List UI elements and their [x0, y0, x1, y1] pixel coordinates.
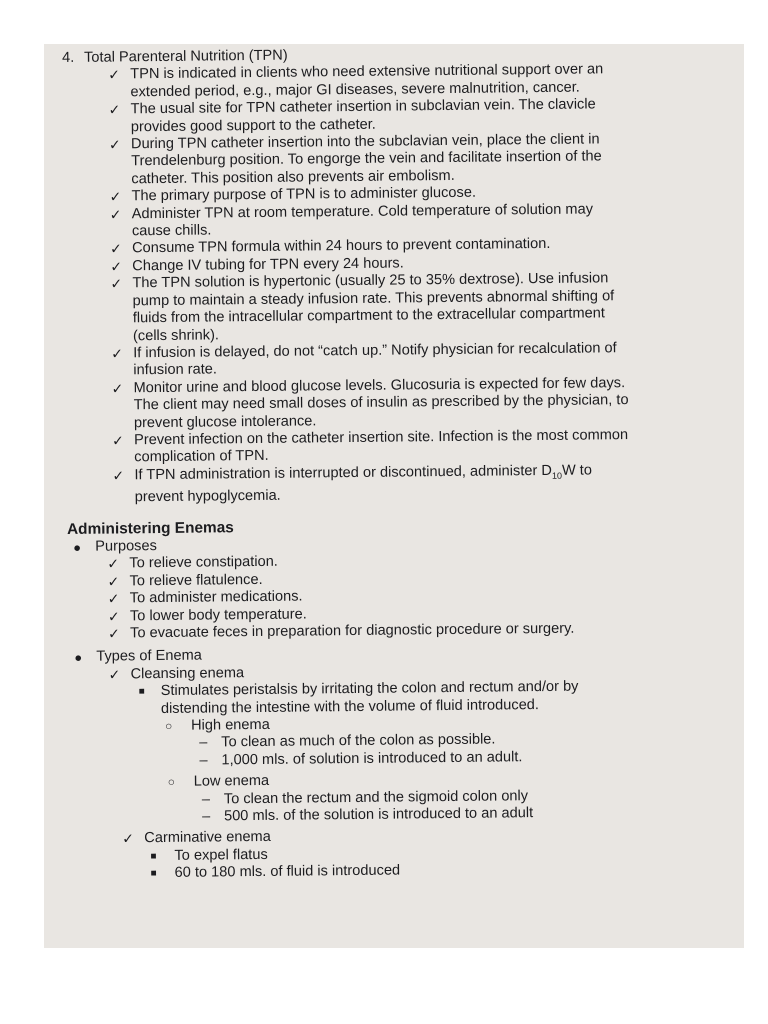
- cleansing-desc-line: distending the intestine with the volume of fluid introduced.: [160, 696, 540, 717]
- check-icon: ✓: [110, 240, 122, 257]
- tpn-item-line: provides good support to the catheter.: [130, 116, 376, 135]
- square-bullet-icon: ■: [138, 686, 145, 698]
- tpn-item-line: catheter. This position also prevents air embolism.: [131, 167, 455, 188]
- tpn-item-line: Trendelenburg position. To engorge the vein and facilitate insertion of the: [131, 148, 602, 170]
- page-content: [62, 44, 743, 884]
- check-icon: ✓: [112, 467, 125, 484]
- tpn-list-item: ✓ Administer TPN at room temperature. Cold temperature of solution may: [109, 201, 594, 223]
- check-icon: ✓: [107, 590, 120, 607]
- tpn-list-item: ✓ Monitor urine and blood glucose levels. Glucosuria is expected for few days.: [111, 374, 626, 397]
- dash-bullet-icon: –: [201, 791, 211, 808]
- section-number: 4.: [62, 49, 75, 66]
- low-enema-point: – 500 mls. of the solution is introduced to an adult: [201, 805, 534, 825]
- purpose-item: ✓ To administer medications.: [107, 588, 303, 607]
- purposes-label: ● Purposes: [73, 537, 157, 555]
- carminative-point: ■ To expel flatus: [150, 846, 268, 864]
- purpose-item: ✓ To lower body temperature.: [107, 605, 307, 625]
- square-bullet-icon: ■: [150, 850, 157, 862]
- check-icon: ✓: [110, 275, 123, 292]
- tpn-item-line: fluids from the intracellular compartment to the extracellular compartment: [132, 305, 605, 327]
- tpn-item-line: extended period, e.g., major GI diseases, severe malnutrition, cancer.: [130, 79, 580, 101]
- tpn-list-item: ✓ The primary purpose of TPN is to administer glucose.: [109, 184, 477, 205]
- square-bullet-icon: ■: [150, 868, 157, 880]
- check-icon: ✓: [122, 830, 135, 847]
- high-enema-point: – To clean as much of the colon as possible.: [199, 731, 496, 751]
- check-icon: ✓: [108, 101, 121, 118]
- tpn-list-item: ✓ Change IV tubing for TPN every 24 hours.: [110, 255, 404, 275]
- purpose-item: ✓ To relieve flatulence.: [107, 571, 263, 590]
- enemas-heading: Administering Enemas: [66, 519, 234, 539]
- check-icon: ✓: [108, 666, 121, 683]
- section-title: Total Parenteral Nutrition (TPN): [83, 47, 288, 66]
- tpn-item-line: prevent glucose intolerance.: [133, 412, 317, 431]
- high-enema-point: – 1,000 mls. of solution is introduced to an adult.: [199, 748, 523, 769]
- tpn-list-item: ✓ Prevent infection on the catheter insertion site. Infection is the most common: [112, 427, 629, 449]
- dash-bullet-icon: –: [199, 734, 208, 751]
- check-icon: ✓: [112, 432, 124, 449]
- check-icon: ✓: [107, 573, 120, 590]
- check-icon: ✓: [111, 345, 123, 362]
- bullet-icon: ●: [74, 650, 83, 666]
- tpn-list-item: ✓ Consume TPN formula within 24 hours to prevent contamination.: [110, 236, 551, 257]
- purpose-item: ✓ To relieve constipation.: [107, 554, 278, 572]
- check-icon: ✓: [111, 380, 124, 397]
- tpn-item-line: infusion rate.: [133, 361, 218, 379]
- tpn-item-line: prevent hypoglycemia.: [134, 487, 281, 506]
- tpn-item-line: The client may need small doses of insulin as prescribed by the physician, to: [133, 392, 629, 414]
- types-label: ● Types of Enema: [74, 647, 202, 666]
- cleansing-enema-label: ✓ Cleansing enema: [108, 664, 245, 683]
- check-icon: ✓: [108, 136, 121, 153]
- tpn-list-item: ✓ If infusion is delayed, do not “catch up.” Notify physician for recalculation of: [111, 340, 617, 362]
- check-icon: ✓: [107, 607, 120, 625]
- high-enema-label: ○ High enema: [165, 716, 270, 734]
- tpn-list-item: ✓ The TPN solution is hypertonic (usually 25 to 35% dextrose). Use infusion: [110, 270, 609, 292]
- tpn-list: [62, 60, 738, 467]
- tpn-list-item: ✓ TPN is indicated in clients who need extensive nutritional support over an: [108, 61, 604, 83]
- tpn-item-line: pump to maintain a steady infusion rate. This prevents abnormal shifting of: [132, 287, 615, 309]
- check-icon: ✓: [108, 625, 120, 642]
- carminative-enema-label: ✓ Carminative enema: [122, 829, 271, 847]
- check-icon: ✓: [109, 188, 122, 205]
- tpn-list-item: ✓ If TPN administration is interrupted or discontinued, administer $D_{10}W$ to: [112, 462, 592, 484]
- purpose-item: ✓ To evacuate feces in preparation for diagnostic procedure or surgery.: [108, 620, 575, 642]
- dash-bullet-icon: –: [199, 752, 208, 769]
- tpn-item-line: complication of TPN.: [134, 448, 269, 466]
- check-icon: ✓: [108, 66, 121, 83]
- check-icon: ✓: [110, 258, 123, 275]
- carminative-point: ■ 60 to 180 mls. of fluid is introduced: [150, 862, 401, 882]
- tpn-list-item: ✓ During TPN catheter insertion into the subclavian vein, place the client in: [108, 131, 600, 153]
- tpn-item-line: cause chills.: [131, 222, 212, 240]
- tpn-list-item: ✓ The usual site for TPN catheter insertion in subclavian vein. The clavicle: [108, 96, 596, 118]
- tpn-item-line: (cells shrink).: [132, 326, 220, 344]
- check-icon: ✓: [107, 555, 120, 572]
- document-page: [44, 44, 744, 948]
- purposes-list: [67, 549, 740, 643]
- bullet-icon: ●: [73, 539, 82, 555]
- circle-bullet-icon: ○: [167, 775, 175, 790]
- dash-bullet-icon: –: [201, 808, 211, 825]
- check-icon: ✓: [109, 206, 122, 223]
- cleansing-desc: ■ Stimulates peristalsis by irritating the colon and rectum and/or by: [138, 678, 579, 700]
- low-enema-point: – To clean the rectum and the sigmoid colon only: [201, 787, 529, 808]
- low-enema-label: ○ Low enema: [167, 773, 270, 790]
- circle-bullet-icon: ○: [165, 718, 173, 733]
